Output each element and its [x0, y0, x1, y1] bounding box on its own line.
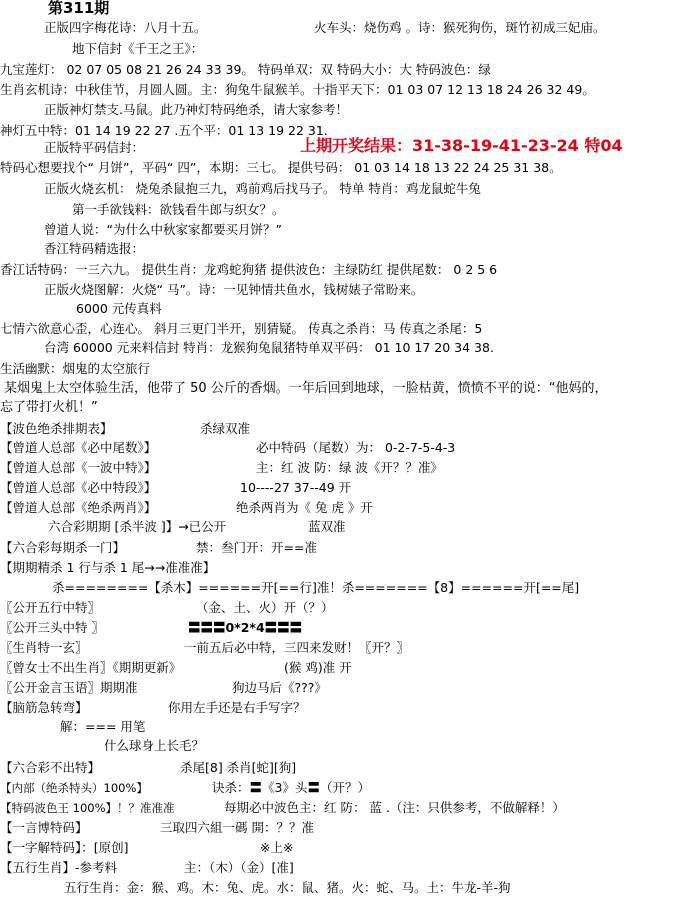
section-header: 【一字解特码】：[原创] [0, 840, 129, 855]
text-line: 正版火烧玄机： 烧兔杀鼠抱三九，鸡前鸡后找马子。 特单 特肖：鸡龙鼠蛇牛兔 [44, 181, 481, 196]
text-line: 绝杀两肖为《 兔 虎 》开 [236, 500, 373, 515]
text-line: 主：（木）（金）[准] [184, 860, 294, 875]
section-header: 【五行生肖】-参考料 [0, 860, 118, 875]
text-line: 九宝莲灯： 02 07 05 08 21 26 24 33 39。 特码单双：双 特码大小：大 特码波色：绿 [0, 62, 491, 77]
text-line: 必中特码（尾数）为： 0-2-7-5-4-3 [256, 440, 456, 455]
issue-title: 第311期 [48, 0, 110, 17]
text-line: 杀========【杀木】======开[==行]准！杀=======【8】======开[==尾] [52, 580, 580, 595]
text-line: 五行生肖：金：猴、鸡。木：兔、虎。水：鼠、猪。火：蛇、马。土：牛龙-羊-狗 [64, 880, 511, 895]
text-line: 正版特平码信封： [44, 140, 145, 155]
text-line: 六合彩期期 [杀半波 ]】→已公开 [48, 519, 227, 534]
result-banner: 上期开奖结果：31-38-19-41-23-24 特04 [300, 136, 623, 155]
section-header: 【曾道人总部《一波中特》】 [0, 460, 157, 475]
text-line: 诀杀：〓《3》头〓（开？） [212, 780, 370, 795]
text-line: 神灯五中特：01 14 19 22 27 .五个平：01 13 19 22 31. [0, 123, 328, 138]
text-line: 正版神灯禁支.马鼠。此乃神灯特码绝杀，请大家参考！ [44, 102, 348, 117]
text-line: 杀绿双准 [200, 421, 251, 436]
text-line: （金、土、火）开（？） [196, 600, 334, 615]
section-header: 【内部（绝杀特头）100%】 [0, 781, 148, 795]
text-line: 香江特码精选报： [44, 241, 145, 256]
section-header: 【曾道人总部《绝杀两肖》】 [0, 500, 157, 515]
text-line: 某烟鬼上太空体验生活，他带了 50 公斤的香烟。一年后回到地球，一脸枯黄，愤愤不平的说：“他妈的， [4, 381, 608, 396]
text-line: 生肖玄机诗：中秋佳节，月圆人圆。主：狗兔牛鼠猴羊。十指平天下：01 03 07 12 13 18 24 26 32 49。 [0, 82, 595, 97]
text-line: 你用左手还是右手写字？ [168, 700, 306, 715]
text-line: 曾道人说：“为什么中秋家家都要买月饼？” [44, 222, 282, 237]
text-line: 一前五后必中特，三四来发财！〖开？〗 [184, 640, 410, 655]
text-line: 地下信封《千王之王》： [72, 41, 204, 56]
text-line: 生活幽默：烟鬼的太空旅行 [0, 361, 151, 376]
text-line: 火车头：烧伤鸡 。诗：猴死狗伤，斑竹初成三妃庙。 [314, 20, 606, 35]
section-header: 〖公开五行中特〗 [0, 600, 101, 615]
text-line: 〓〓〓0*2*4〓〓〓 [188, 620, 303, 635]
section-header: 【六合彩不出特】 [0, 760, 101, 775]
text-line: 七情六欲意心歪，心连心。 斜月三更门半开，别猜疑。 传真之杀肖：马 传真之杀尾：5 [0, 321, 483, 336]
text-line: 忘了带打火机！” [0, 400, 98, 415]
text-line: 第一手欲钱料：欲钱看牛郎与织女？。 [72, 202, 285, 217]
section-header: 【一言博特码】 [0, 820, 88, 835]
section-header: 〖生肖特一玄〗 [0, 640, 88, 655]
section-header: 〖曾女士不出生肖〗《期期更新》 [0, 660, 182, 675]
section-header: 〖公开三头中特 〗 [0, 620, 104, 635]
section-header: 【曾道人总部《必中尾数》】 [0, 440, 157, 455]
text-line: 正版火烧图解：火烧“ 马”。诗：一见钟情共鱼水，钱树婊子常盼来。 [44, 282, 424, 297]
section-header: 【脑筋急转弯】 [0, 700, 88, 715]
text-line: 解：=== 用笔 [60, 719, 146, 734]
text-line: 三取四六組一碼 開：？？准 [160, 820, 314, 835]
text-line: 每期必中波色主：红 防： 蓝 .（注：只供参考，不做解释！） [224, 800, 565, 815]
section-header: 【曾道人总部《必中特段》】 [0, 480, 157, 495]
text-line: 蓝双准 [308, 519, 346, 534]
section-header: 〖公开金言玉语〗期期准 [0, 680, 138, 695]
section-header: 【波色绝杀排期表】 [0, 421, 113, 436]
text-line: 什么球身上长毛？ [104, 738, 205, 753]
text-line: 正版四字梅花诗：八月十五。 [44, 20, 207, 35]
text-line: 6000 元传真料 [76, 301, 162, 316]
section-header: 【期期精杀 1 行与杀 1 尾→→准准准】 [0, 560, 216, 575]
text-line: (猴 鸡)准 开 [284, 660, 352, 675]
text-line: 香江话特码：一三六九。 提供生肖：龙鸡蛇狗猪 提供波色：主绿防红 提供尾数： 0 2 5 6 [0, 262, 498, 277]
text-line: 禁：叁门开：开==准 [196, 540, 317, 555]
text-line: 特码心想要找个“ 月饼”，平码“ 四”，本期：三七。 提供号码： 01 03 14 18 13 22 24 25 31 38。 [0, 160, 562, 175]
section-header: 【六合彩每期杀一门】 [0, 540, 126, 555]
text-line: ※上※ [260, 840, 294, 855]
text-line: 杀尾[8] 杀肖[蛇][狗] [180, 760, 297, 775]
text-line: 台湾 60000 元来料信封 特肖：龙猴狗兔鼠猪特单双平码： 01 10 17 20 34 38. [44, 340, 494, 355]
text-line: 主：红 波 防：绿 波《开？？准》 [256, 460, 443, 475]
text-line: 狗边马后《???》 [232, 680, 327, 695]
text-line: 10----27 37--49 开 [240, 480, 352, 495]
section-header: 【特码波色王 100%】！？准准准 [0, 801, 175, 815]
